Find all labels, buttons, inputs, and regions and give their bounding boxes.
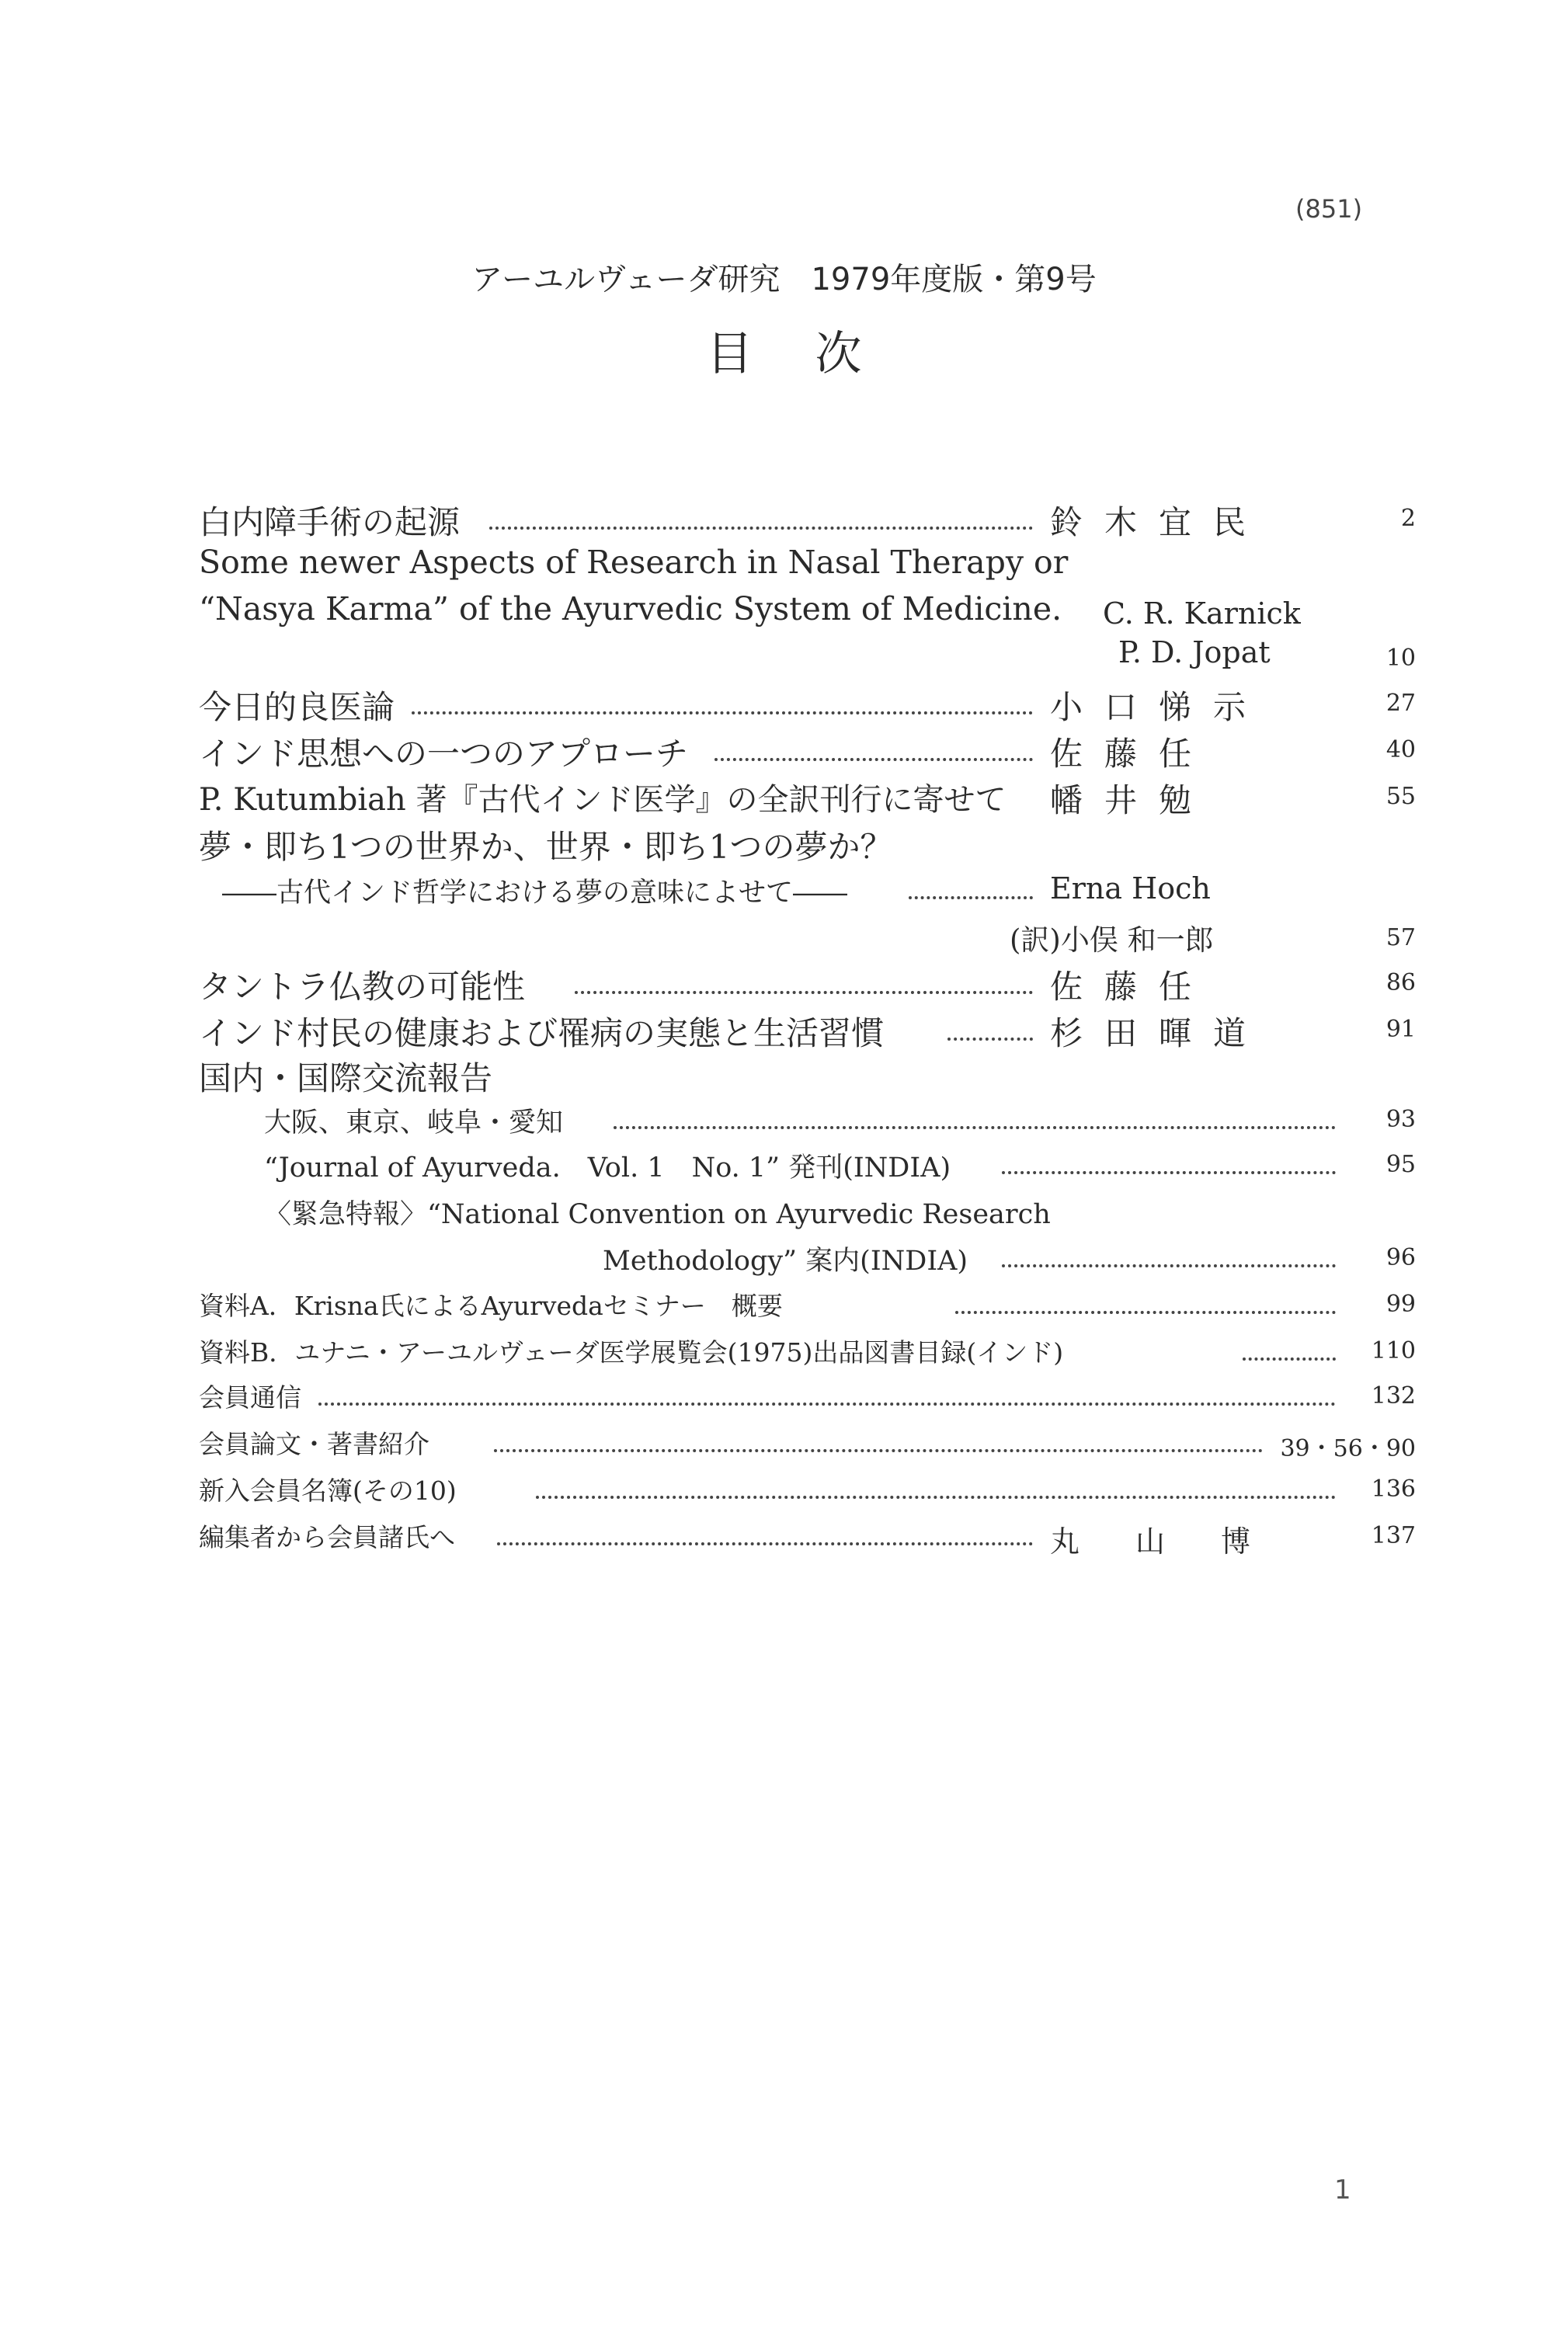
toc-author: 佐藤任 <box>1050 735 1214 773</box>
toc-author: 幡井勉 <box>1050 781 1214 819</box>
toc-page: 96 <box>1385 1244 1416 1271</box>
toc-page: 93 <box>1385 1106 1416 1133</box>
toc-title: “Journal of Ayurveda. Vol. 1 No. 1” 発刊(INDIA) <box>264 1152 951 1184</box>
issue-folio: (851) <box>1295 194 1363 224</box>
toc-translator: (訳)小俣 和一郎 <box>1010 923 1214 957</box>
toc-title: P. Kutumbiah 著『古代インド医学』の全訳刊行に寄せて <box>199 782 1007 818</box>
toc-title: 白内障手術の起源 <box>199 503 461 541</box>
toc-author: P. D. Jopat <box>1118 635 1271 669</box>
toc-subtitle: ――古代インド哲学における夢の意味によせて―― <box>222 878 848 909</box>
leader-dots <box>412 688 1033 714</box>
leader-dots <box>494 1429 1263 1452</box>
leader-dots <box>714 735 1033 761</box>
leader-dots <box>614 1106 1336 1129</box>
toc-author: C. R. Karnick <box>1103 596 1301 631</box>
toc-title-line1: 〈緊急特報〉“National Convention on Ayurvedic Research <box>264 1199 1051 1230</box>
toc-title-line1: Some newer Aspects of Research in Nasal Therapy or <box>199 544 1069 581</box>
toc-title-line2: Methodology” 案内(INDIA) <box>603 1246 968 1277</box>
toc-page: 136 <box>1371 1476 1416 1503</box>
leader-dots <box>1243 1337 1336 1361</box>
toc-author: 杉田暉道 <box>1050 1014 1268 1052</box>
toc-page: 39・56・90 <box>1280 1435 1416 1462</box>
toc-title: インド村民の健康および罹病の実態と生活習慣 <box>199 1014 885 1052</box>
toc-title: 会員論文・著書紹介 <box>199 1429 429 1459</box>
toc-author: 丸山博 <box>1050 1524 1307 1559</box>
leader-dots <box>497 1522 1033 1545</box>
toc-author: 小口悌示 <box>1050 688 1268 726</box>
leader-dots <box>955 1291 1336 1314</box>
journal-title: アーユルヴェーダ研究 1979年度版・第9号 <box>471 262 1097 297</box>
toc-title-line2: “Nasya Karma” of the Ayurvedic System of Medicine. <box>199 590 1062 627</box>
toc-page: 27 <box>1385 690 1416 717</box>
toc-section-title: 国内・国際交流報告 <box>199 1059 493 1097</box>
toc-page: 57 <box>1385 924 1416 951</box>
toc-page: 10 <box>1385 645 1416 672</box>
leader-dots <box>489 503 1033 530</box>
toc-page: 110 <box>1371 1337 1416 1364</box>
toc-author: 鈴木宜民 <box>1050 503 1268 541</box>
leader-dots <box>1002 1244 1336 1267</box>
toc-title: タントラ仏教の可能性 <box>199 968 526 1006</box>
toc-page: 91 <box>1385 1016 1416 1043</box>
toc-author: 佐藤任 <box>1050 968 1214 1006</box>
leader-dots <box>909 876 1033 899</box>
page-number: 1 <box>1334 2174 1351 2206</box>
toc-title: インド思想への一つのアプローチ <box>199 735 689 773</box>
toc-title: 編集者から会員諸氏へ <box>199 1522 455 1552</box>
leader-dots <box>1002 1151 1336 1174</box>
toc-page: 132 <box>1371 1382 1416 1410</box>
toc-title: 会員通信 <box>199 1382 301 1413</box>
toc-page: 99 <box>1385 1291 1416 1318</box>
toc-page: 2 <box>1400 505 1416 532</box>
toc-title: 新入会員名簿(その10) <box>199 1476 457 1506</box>
toc-page: 137 <box>1371 1522 1416 1549</box>
toc-title: 大阪、東京、岐阜・愛知 <box>264 1107 564 1138</box>
page-title: 目次 <box>706 327 924 381</box>
leader-dots <box>318 1382 1336 1406</box>
toc-page: 55 <box>1385 783 1416 810</box>
toc-title: 資料A．Krisna氏によるAyurvedaセミナー 概要 <box>199 1291 783 1321</box>
leader-dots <box>536 1476 1336 1499</box>
toc-page: 95 <box>1385 1151 1416 1178</box>
leader-dots <box>575 968 1033 994</box>
toc-title: 今日的良医論 <box>199 688 395 726</box>
toc-page: 40 <box>1385 736 1416 763</box>
toc-author: Erna Hoch <box>1050 871 1211 906</box>
toc-page: 86 <box>1385 969 1416 996</box>
toc-title: 夢・即ち1つの世界か、世界・即ち1つの夢か？ <box>199 828 893 866</box>
leader-dots <box>947 1014 1033 1041</box>
toc-title: 資料B．ユナニ・アーユルヴェーダ医学展覧会(1975)出品図書目録(インド) <box>199 1337 1064 1368</box>
